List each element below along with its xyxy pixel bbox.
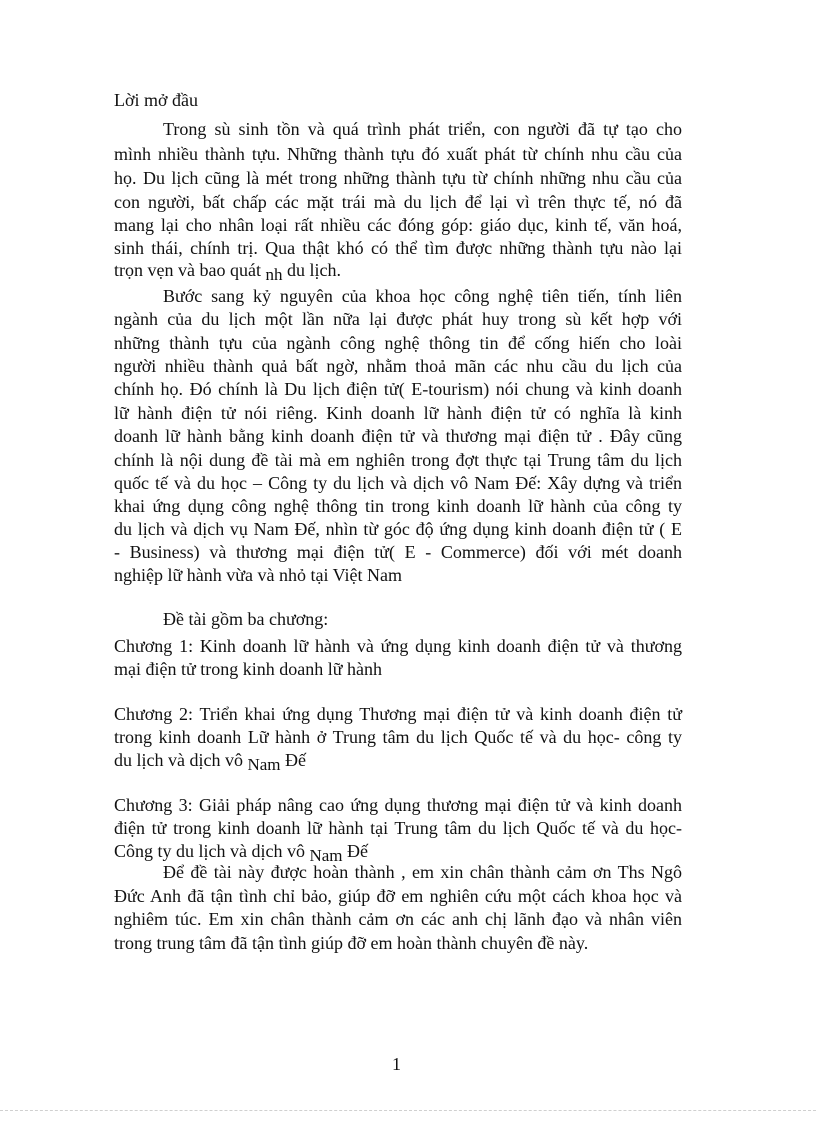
subscript-run: Nam bbox=[247, 755, 281, 774]
paragraph-line: du lịch và dịch vụ Nam Đế, nhìn từ góc độ ứng dụng kinh doanh điện tử ( E bbox=[114, 519, 682, 539]
page-bottom-divider bbox=[0, 1110, 816, 1111]
subscript-run: nh bbox=[265, 265, 283, 284]
page-number: 1 bbox=[392, 1054, 401, 1074]
paragraph-line: mình nhiều thành tựu. Những thành tựu đó xuất phát từ chính nhu cầu của bbox=[114, 144, 682, 164]
chapter-3-line: điện tử trong kinh doanh lữ hành tại Trung tâm du lịch Quốc tế và du học- bbox=[114, 818, 682, 838]
paragraph-line: ngành của du lịch một lần nữa lại được phát huy trong sù kết hợp với bbox=[114, 309, 682, 329]
paragraph-line: con người, bất chấp các mặt trái mà du lịch để lại vì trên thực tế, nó đã bbox=[114, 192, 682, 212]
subscript-run: Nam bbox=[309, 846, 343, 865]
chapter-2-line: trong kinh doanh Lữ hành ở Trung tâm du lịch Quốc tế và du học- công ty bbox=[114, 727, 682, 747]
chapter-3-line: Chương 3: Giải pháp nâng cao ứng dụng thương mại điện tử và kinh doanh bbox=[114, 795, 682, 815]
text-run: du lịch. bbox=[282, 260, 341, 280]
closing-line-last: trong trung tâm đã tận tình giúp đỡ em hoàn thành chuyên đề này. bbox=[114, 933, 589, 953]
paragraph-line: chính họ. Đó chính là Du lịch điện tử( E-tourism) nói chung và kinh doanh bbox=[114, 379, 682, 399]
document-heading: Lời mở đầu bbox=[114, 90, 199, 110]
text-run: du lịch và dịch vô bbox=[114, 750, 248, 770]
paragraph-line: doanh lữ hành bằng kinh doanh điện tử và thương mại điện tử . Đây cũng bbox=[114, 426, 682, 446]
closing-line: Đức Anh đã tận tình chỉ bảo, giúp đỡ em nghiên cứu một cách khoa học và bbox=[114, 886, 682, 906]
text-run: Đế bbox=[342, 841, 369, 861]
paragraph-line: người nhiều thành quả bất ngờ, nhằm thoả mãn các nhu cầu du lịch của bbox=[114, 356, 682, 376]
paragraph-line: Bước sang kỷ nguyên của khoa học công nghệ tiên tiến, tính liên bbox=[163, 286, 682, 306]
chapter-1-line: Chương 1: Kinh doanh lữ hành và ứng dụng kinh doanh điện tử và thương bbox=[114, 636, 682, 656]
paragraph-line: lữ hành điện tử nói riêng. Kinh doanh lữ hành điện tử có nghĩa là kinh bbox=[114, 403, 682, 423]
paragraph-line: mang lại cho nhân loại rất nhiều các đóng góp: giáo dục, kinh tế, văn hoá, bbox=[114, 215, 682, 235]
chapter-2-line-last bbox=[114, 748, 682, 773]
chapter-2-line: Chương 2: Triển khai ứng dụng Thương mại điện tử và kinh doanh điện tử bbox=[114, 704, 682, 724]
chapters-intro: Đề tài gồm ba chương: bbox=[163, 609, 329, 629]
paragraph-line: họ. Du lịch cũng là mét trong những thành tựu từ chính những nhu cầu của bbox=[114, 168, 682, 188]
paragraph-line: chính là nội dung đề tài mà em nghiên trong đợt thực tại Trung tâm du lịch bbox=[114, 450, 682, 470]
paragraph-line: những thành tựu của ngành công nghệ thông tin để cống hiến cho loài bbox=[114, 333, 682, 353]
paragraph-line-last bbox=[114, 258, 682, 283]
closing-line: Để đề tài này được hoàn thành , em xin chân thành cảm ơn Ths Ngô bbox=[163, 862, 682, 882]
paragraph-line-last: nghiệp lữ hành vừa và nhỏ tại Việt Nam bbox=[114, 565, 403, 585]
chapter-1-line-last: mại điện tử trong kinh doanh lữ hành bbox=[114, 659, 382, 679]
paragraph-line: - Business) và thương mại điện tử( E - Commerce) đối với mét doanh bbox=[114, 542, 682, 562]
text-run: trọn vẹn và bao quát bbox=[114, 260, 266, 280]
paragraph-line: Trong sù sinh tồn và quá trình phát triển, con người đã tự tạo cho bbox=[163, 119, 682, 139]
text-run: Công ty du lịch và dịch vô bbox=[114, 841, 310, 861]
paragraph-line: quốc tế và du học – Công ty du lịch và dịch vô Nam Đế: Xây dựng và triển bbox=[114, 473, 682, 493]
paragraph-line: khai ứng dụng công nghệ thông tin trong kinh doanh lữ hành của công ty bbox=[114, 496, 682, 516]
text-run: Đế bbox=[280, 750, 307, 770]
paragraph-line: sinh thái, chính trị. Qua thật khó có thể tìm được những thành tựu nào lại bbox=[114, 238, 682, 258]
closing-line: nghiêm túc. Em xin chân thành cảm ơn các anh chị lãnh đạo và nhân viên bbox=[114, 909, 682, 929]
